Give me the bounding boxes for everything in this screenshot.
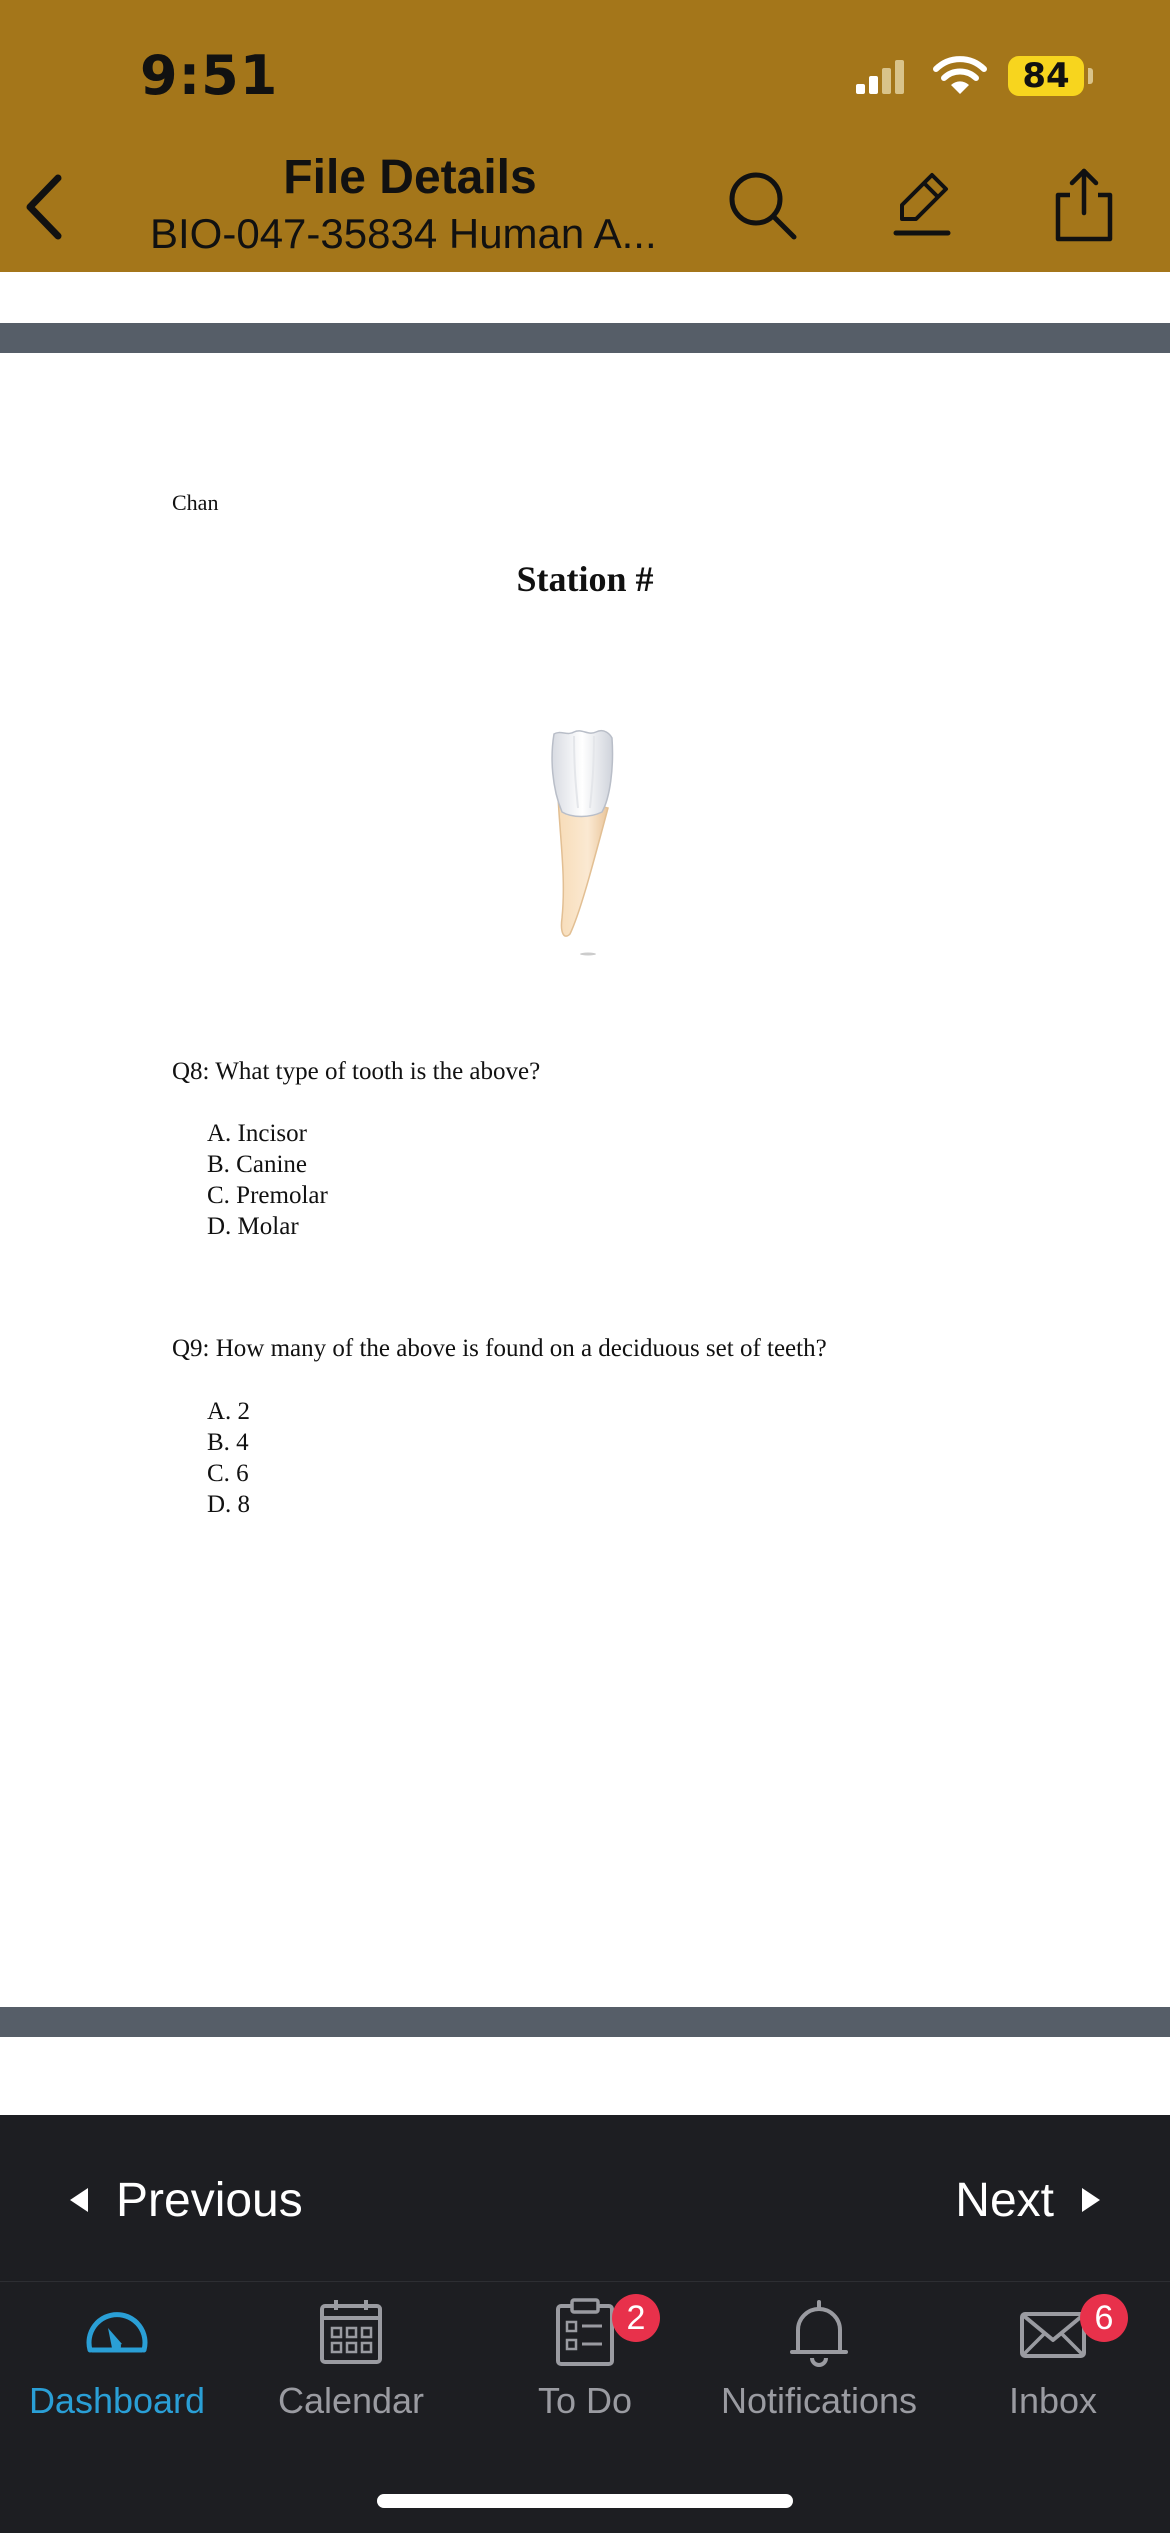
option: B. Canine <box>207 1151 307 1178</box>
page-divider <box>0 2007 1170 2037</box>
tooth-image <box>540 728 640 958</box>
file-name: BIO-047-35834 Human A... <box>150 210 657 257</box>
calendar-icon <box>316 2298 386 2368</box>
battery-tip <box>1088 68 1093 84</box>
option: A. 2 <box>207 1398 251 1425</box>
option: D. 8 <box>207 1491 251 1518</box>
highlighter-icon <box>880 165 960 245</box>
option: B. 4 <box>207 1429 249 1456</box>
todo-icon <box>550 2298 620 2368</box>
bell-icon <box>784 2298 854 2368</box>
previous-label: Previous <box>116 2173 303 2227</box>
inbox-badge: 6 <box>1080 2294 1128 2342</box>
cellular-signal-icon <box>854 58 908 96</box>
status-time: 9:51 <box>140 44 279 107</box>
tab-label: Notifications <box>720 2380 918 2421</box>
share-button[interactable] <box>1044 165 1124 245</box>
option: C. Premolar <box>207 1182 328 1209</box>
tab-inbox[interactable] <box>936 2282 1170 2442</box>
option: D. Molar <box>207 1213 299 1240</box>
battery-indicator: 84 <box>1008 56 1084 96</box>
question-9: Q9: How many of the above is found on a deciduous set of teeth? <box>172 1335 827 1362</box>
tab-notifications[interactable] <box>702 2282 936 2442</box>
option: A. Incisor <box>207 1120 307 1147</box>
tab-label: Calendar <box>277 2380 425 2421</box>
question-9-options <box>207 1396 250 1520</box>
question-8: Q8: What type of tooth is the above? <box>172 1058 541 1085</box>
caret-right-icon <box>1082 2188 1100 2212</box>
previous-button[interactable] <box>70 2165 303 2235</box>
wifi-icon <box>930 54 990 98</box>
tab-todo[interactable] <box>468 2282 702 2442</box>
tab-calendar[interactable] <box>234 2282 468 2442</box>
page-divider <box>0 323 1170 353</box>
pager-bar <box>0 2115 1170 2281</box>
next-label: Next <box>955 2173 1054 2227</box>
question-8-options <box>207 1118 328 1242</box>
annotate-button[interactable] <box>880 165 960 245</box>
header <box>0 0 1170 272</box>
tab-label: To Do <box>537 2380 633 2421</box>
next-button[interactable] <box>955 2165 1100 2235</box>
station-heading: Station # <box>516 559 654 599</box>
option: C. 6 <box>207 1460 249 1487</box>
chevron-left-icon <box>20 172 70 242</box>
caret-left-icon <box>70 2188 88 2212</box>
tab-dashboard[interactable] <box>0 2282 234 2442</box>
search-button[interactable] <box>722 165 802 245</box>
page-title: File Details <box>283 151 537 204</box>
home-indicator <box>377 2494 793 2508</box>
dashboard-icon <box>82 2298 152 2368</box>
inbox-icon <box>1018 2298 1088 2368</box>
back-button[interactable] <box>20 172 70 242</box>
student-name: Chan <box>172 490 219 515</box>
todo-badge: 2 <box>612 2294 660 2342</box>
search-icon <box>722 165 802 245</box>
tab-label: Inbox <box>1008 2380 1098 2421</box>
share-icon <box>1044 165 1124 245</box>
tab-label: Dashboard <box>28 2380 206 2421</box>
